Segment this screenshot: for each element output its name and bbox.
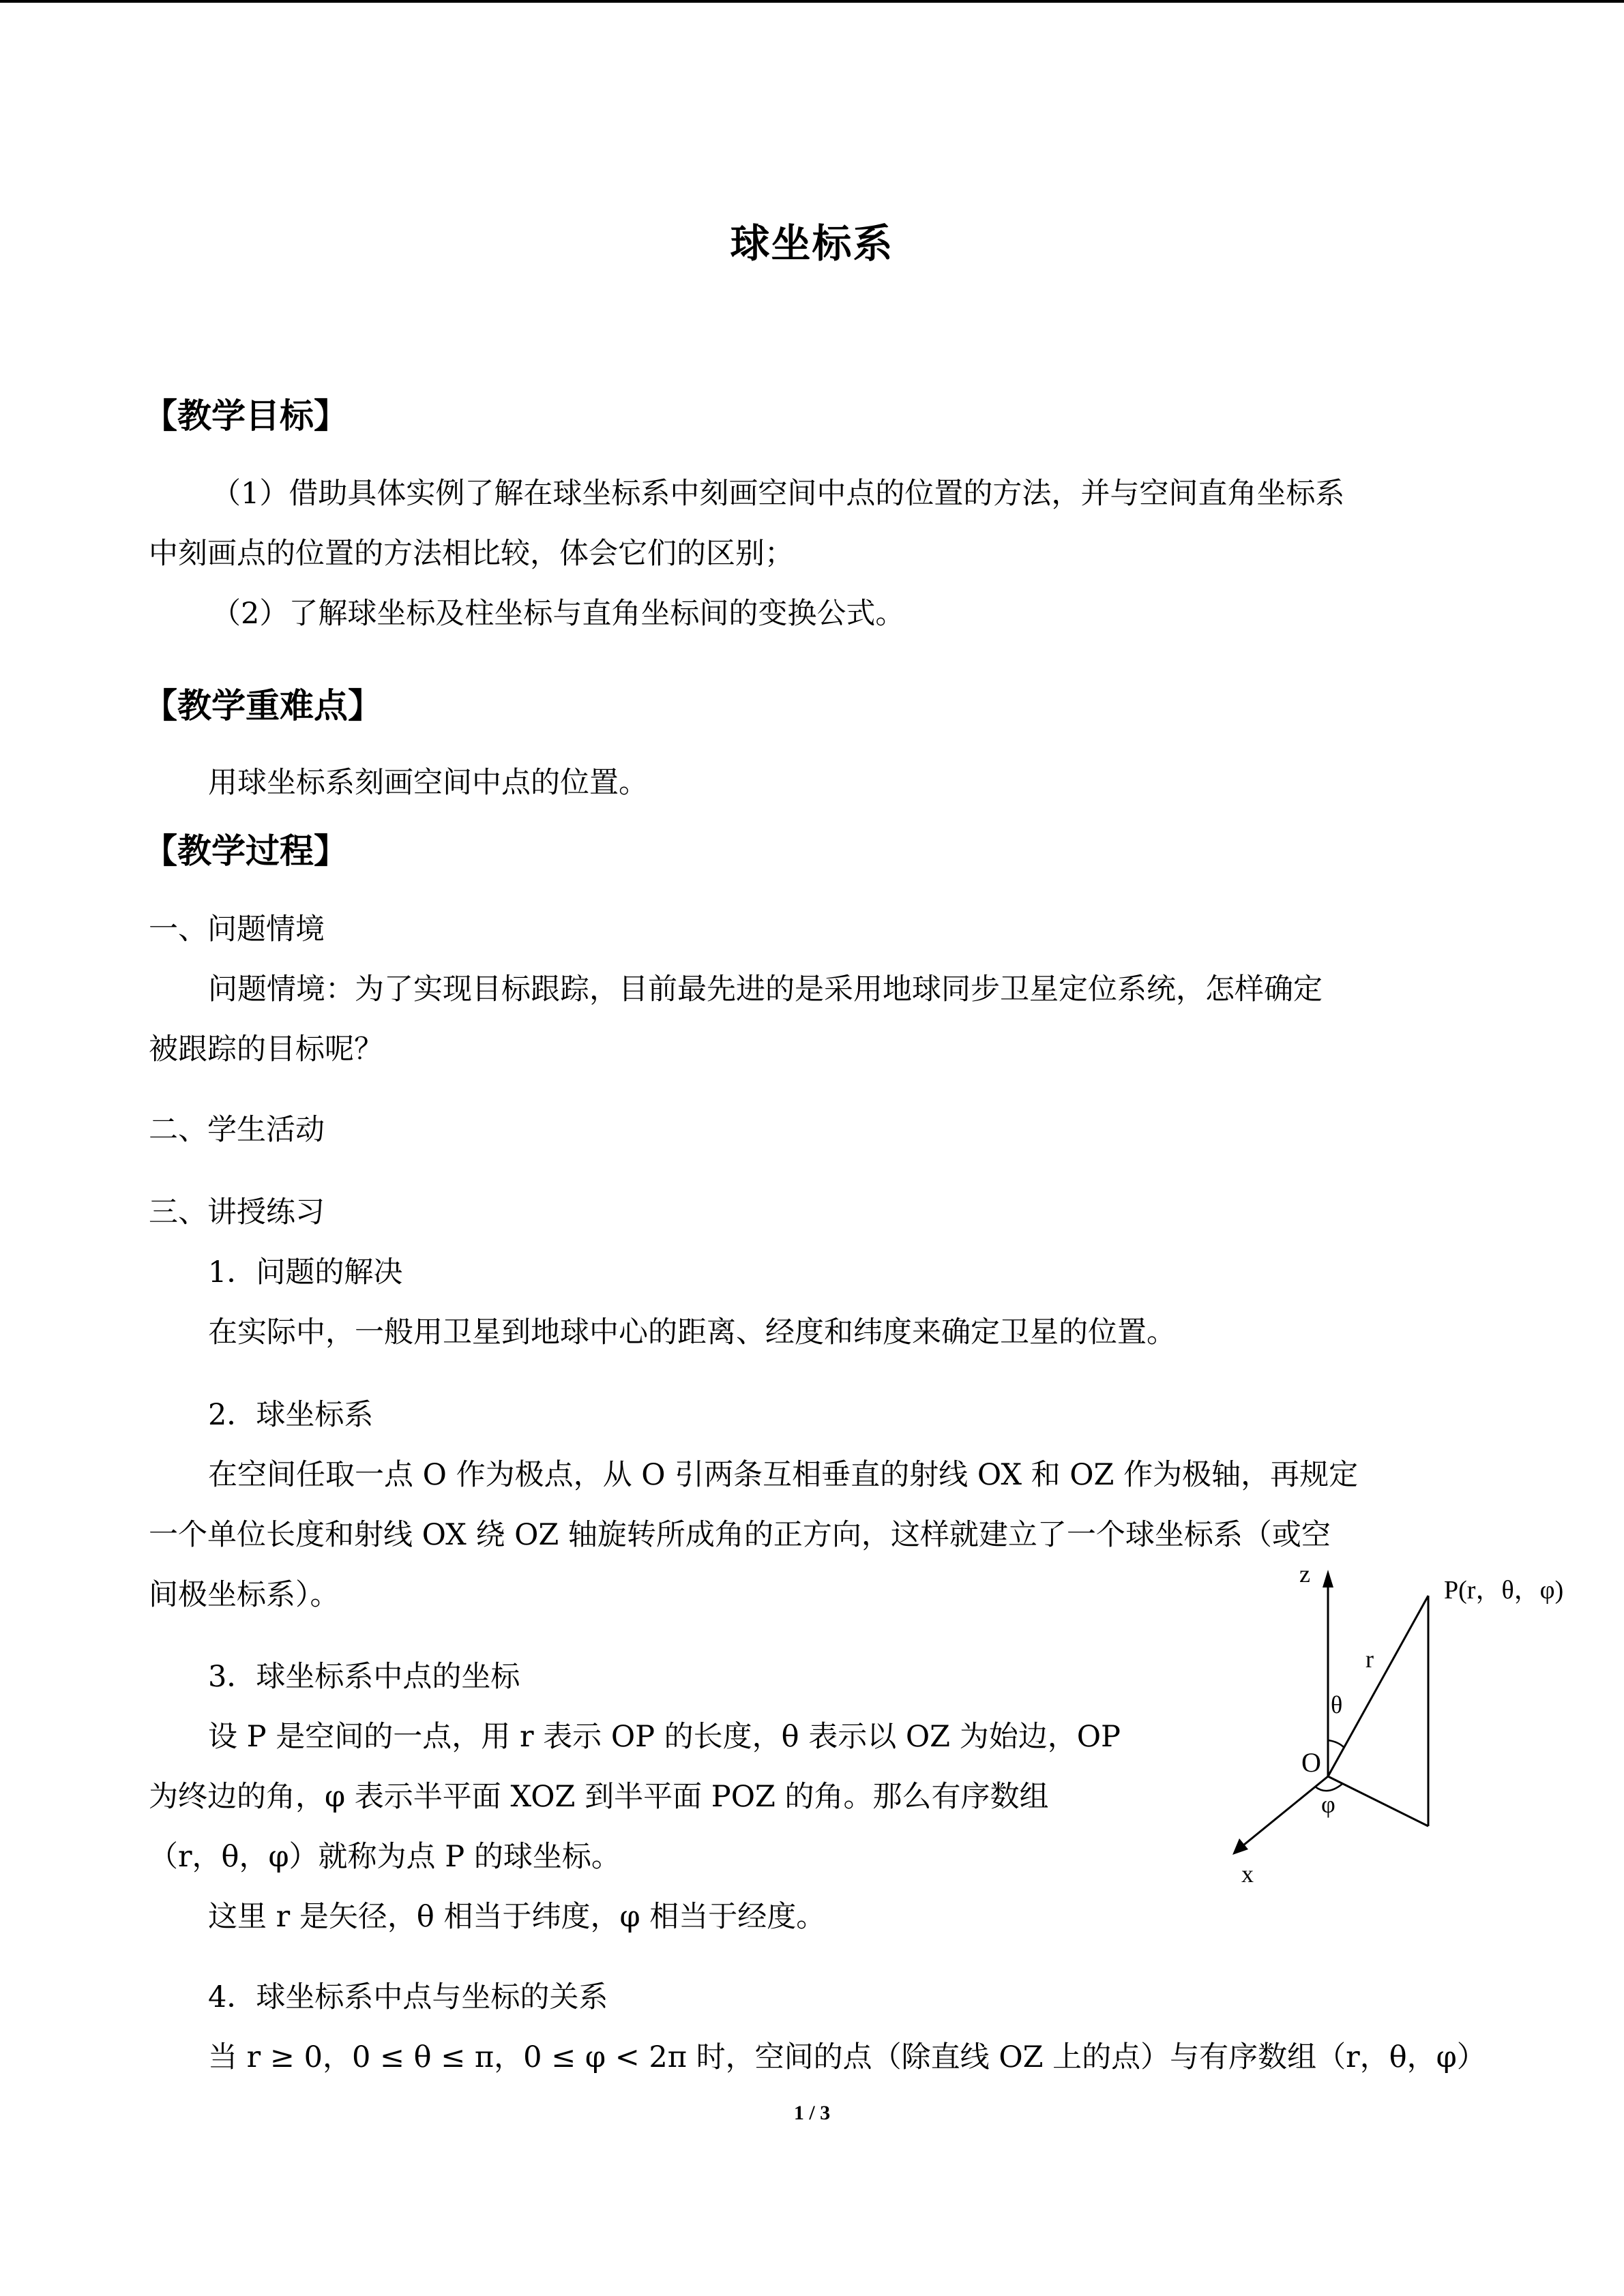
part-3-title: 三、讲授练习 bbox=[149, 1195, 325, 1229]
objective-1-line-1: （1）借助具体实例了解在球坐标系中刻画空间中点的位置的方法，并与空间直角坐标系 bbox=[211, 477, 1345, 511]
process-heading: 【教学过程】 bbox=[143, 831, 348, 871]
sub-4-title: 4．球坐标系中点与坐标的关系 bbox=[208, 1980, 608, 2014]
sub-2-line-2: 一个单位长度和射线 OX 绕 OZ 轴旋转所成角的正方向，这样就建立了一个球坐标系（或空 bbox=[149, 1518, 1331, 1552]
theta-label: θ bbox=[1331, 1691, 1343, 1718]
theta-arc bbox=[1328, 1740, 1344, 1748]
op-segment bbox=[1328, 1596, 1428, 1776]
sub-2-line-3: 间极坐标系）。 bbox=[149, 1578, 340, 1612]
sub-4-line-1: 当 r ≥ 0，0 ≤ θ ≤ π，0 ≤ φ < 2π 时，空间的点（除直线 OZ 上的点）与有序数组（r，θ，φ） bbox=[208, 2040, 1486, 2074]
sub-1-text: 在实际中，一般用卫星到地球中心的距离、经度和纬度来确定卫星的位置。 bbox=[208, 1315, 1176, 1350]
page-title: 球坐标系 bbox=[730, 220, 894, 267]
objective-1-line-2: 中刻画点的位置的方法相比较，体会它们的区别； bbox=[149, 537, 794, 571]
page-number: 1 / 3 bbox=[793, 2102, 831, 2124]
sub-3-line-2: 为终边的角，φ 表示半平面 XOZ 到半平面 POZ 的角。那么有序数组 bbox=[149, 1780, 1049, 1814]
projection-line bbox=[1328, 1776, 1428, 1826]
phi-label: φ bbox=[1321, 1791, 1335, 1818]
x-label: x bbox=[1241, 1860, 1254, 1888]
part-1-line-1: 问题情境：为了实现目标跟踪，目前最先进的是采用地球同步卫星定位系统，怎样确定 bbox=[208, 972, 1323, 1007]
z-axis-arrowhead bbox=[1323, 1570, 1333, 1587]
sub-3-title: 3．球坐标系中点的坐标 bbox=[208, 1660, 520, 1694]
z-label: z bbox=[1299, 1560, 1310, 1587]
keypoints-text: 用球坐标系刻画空间中点的位置。 bbox=[208, 766, 648, 800]
sub-2-line-1: 在空间任取一点 O 作为极点，从 O 引两条互相垂直的射线 OX 和 OZ 作为极轴，再规定 bbox=[208, 1458, 1359, 1492]
r-label: r bbox=[1365, 1645, 1374, 1673]
top-border-line bbox=[0, 0, 1624, 3]
x-axis-arrowhead bbox=[1232, 1838, 1248, 1855]
sub-3-line-3: （r，θ，φ）就称为点 P 的球坐标。 bbox=[149, 1840, 621, 1874]
keypoints-heading: 【教学重难点】 bbox=[143, 686, 382, 726]
point-p-label: P(r，θ，φ) bbox=[1444, 1576, 1564, 1605]
sub-1-title: 1．问题的解决 bbox=[208, 1255, 403, 1289]
objectives-heading: 【教学目标】 bbox=[143, 396, 348, 436]
origin-label: O bbox=[1301, 1747, 1321, 1778]
objective-2: （2）了解球坐标及柱坐标与直角坐标间的变换公式。 bbox=[211, 597, 905, 631]
sub-2-title: 2．球坐标系 bbox=[208, 1398, 374, 1432]
part-1-line-2: 被跟踪的目标呢？ bbox=[149, 1032, 383, 1067]
part-1-title: 一、问题情境 bbox=[149, 912, 325, 946]
phi-arc bbox=[1315, 1784, 1342, 1791]
spherical-coordinate-diagram bbox=[1214, 1555, 1596, 1896]
sub-3-line-4: 这里 r 是矢径，θ 相当于纬度，φ 相当于经度。 bbox=[208, 1900, 826, 1934]
part-2-title: 二、学生活动 bbox=[149, 1113, 325, 1147]
sub-3-line-1: 设 P 是空间的一点，用 r 表示 OP 的长度，θ 表示以 OZ 为始边，OP bbox=[208, 1720, 1121, 1754]
